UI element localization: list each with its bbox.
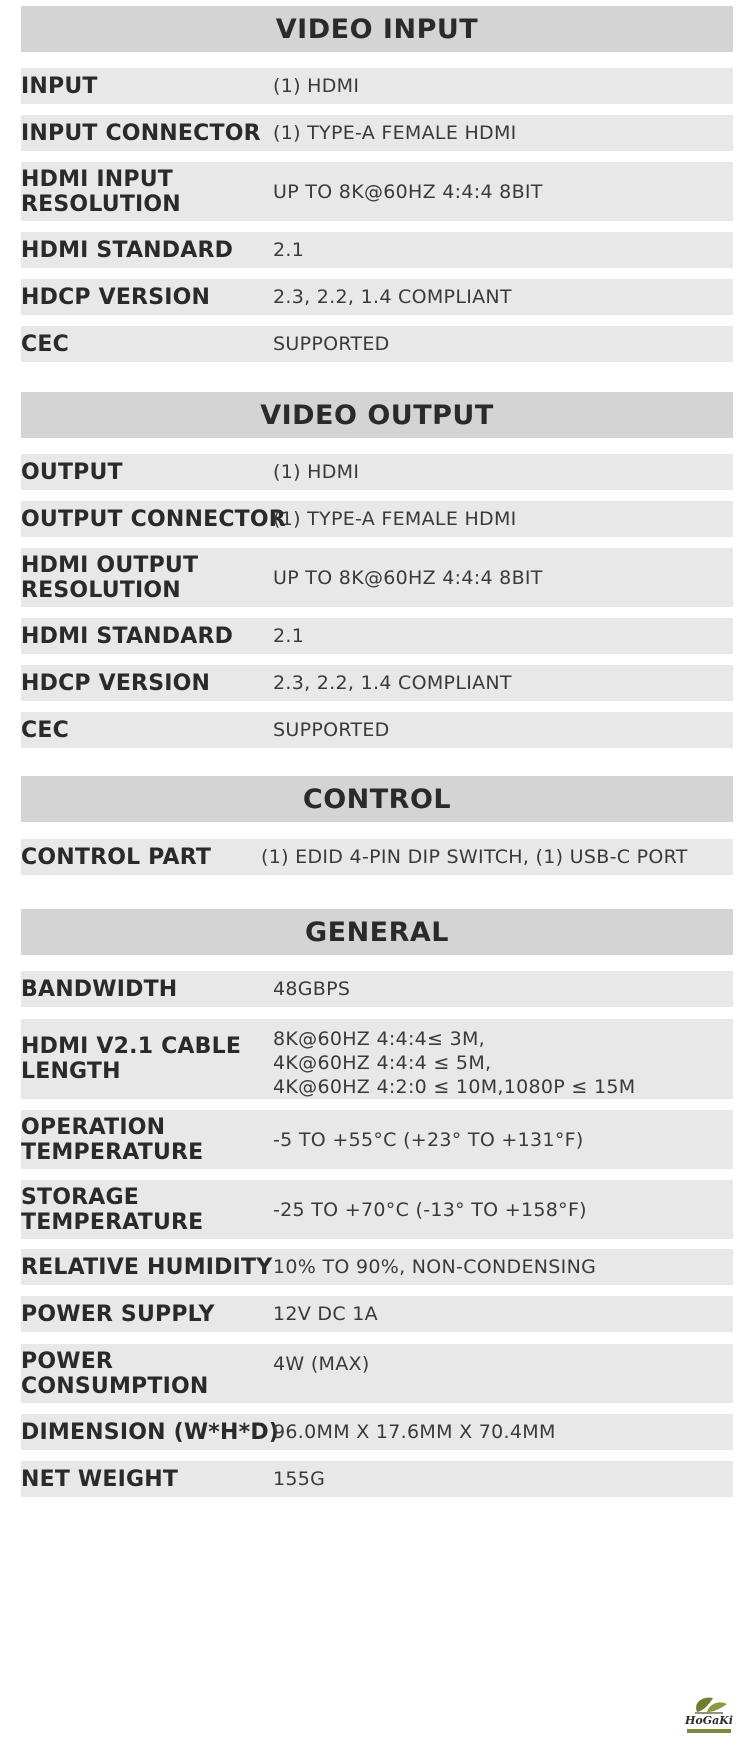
spec-value: 8K@60HZ 4:4:4≤ 3M, 4K@60HZ 4:4:4 ≤ 5M, 4K@60HZ 4:2:0 ≤ 10M,1080P ≤ 15M (273, 1028, 636, 1098)
spec-value: (1) EDID 4-PIN DIP SWITCH, (1) USB-C PORT (261, 846, 688, 868)
section-header: VIDEO OUTPUT (21, 392, 733, 438)
spec-label: INPUT (21, 73, 98, 99)
spec-label: STORAGE TEMPERATURE (21, 1184, 204, 1235)
spec-row (21, 454, 733, 490)
spec-row (21, 1249, 733, 1285)
spec-value: 2.1 (273, 625, 305, 647)
brand-logo (683, 1692, 735, 1736)
spec-value: (1) TYPE-A FEMALE HDMI (273, 508, 517, 530)
spec-row (21, 279, 733, 315)
spec-value: UP TO 8K@60HZ 4:4:4 8BIT (273, 566, 543, 589)
spec-label: CONTROL PART (21, 844, 212, 870)
spec-label: POWER SUPPLY (21, 1301, 215, 1327)
spec-label: BANDWIDTH (21, 976, 178, 1002)
section-header: CONTROL (21, 776, 733, 822)
spec-row (21, 501, 733, 537)
spec-label: OUTPUT CONNECTOR (21, 506, 286, 532)
spec-value: 155G (273, 1468, 326, 1490)
logo-underline (687, 1729, 731, 1733)
spec-value: SUPPORTED (273, 333, 390, 355)
spec-label: CEC (21, 331, 69, 357)
spec-value: SUPPORTED (273, 719, 390, 741)
spec-label: HDMI V2.1 CABLE LENGTH (21, 1034, 242, 1084)
leaf-logo-icon (683, 1692, 735, 1716)
spec-value: 2.3, 2.2, 1.4 COMPLIANT (273, 286, 512, 308)
spec-label: DIMENSION (W*H*D) (21, 1419, 280, 1445)
spec-label: OUTPUT (21, 459, 123, 485)
spec-label: HDCP VERSION (21, 284, 211, 310)
spec-value: 2.3, 2.2, 1.4 COMPLIANT (273, 672, 512, 694)
spec-label: RELATIVE HUMIDITY (21, 1254, 273, 1280)
spec-row (21, 162, 733, 221)
spec-value: 96.0MM X 17.6MM X 70.4MM (273, 1421, 556, 1443)
spec-row (21, 68, 733, 104)
spec-row (21, 1414, 733, 1450)
spec-value: -5 TO +55°C (+23° TO +131°F) (273, 1128, 584, 1151)
spec-value: (1) HDMI (273, 75, 360, 97)
spec-value: 2.1 (273, 239, 305, 261)
spec-row (21, 1296, 733, 1332)
spec-value: 10% TO 90%, NON-CONDENSING (273, 1256, 597, 1278)
spec-row (21, 1344, 733, 1403)
spec-row (21, 665, 733, 701)
spec-row (21, 971, 733, 1007)
logo-text: HoGaKi (685, 1714, 733, 1727)
spec-label: OPERATION TEMPERATURE (21, 1114, 204, 1165)
spec-label: HDMI STANDARD (21, 237, 234, 263)
spec-label: CEC (21, 717, 69, 743)
spec-value: UP TO 8K@60HZ 4:4:4 8BIT (273, 180, 543, 203)
spec-label: HDMI STANDARD (21, 623, 234, 649)
spec-row (21, 1019, 733, 1099)
spec-row (21, 1110, 733, 1169)
spec-row (21, 618, 733, 654)
spec-value: 48GBPS (273, 978, 351, 1000)
spec-value: -25 TO +70°C (-13° TO +158°F) (273, 1198, 587, 1221)
spec-value: 12V DC 1A (273, 1303, 378, 1325)
spec-label: HDCP VERSION (21, 670, 211, 696)
spec-row (21, 1461, 733, 1497)
spec-label: NET WEIGHT (21, 1466, 179, 1492)
spec-label: HDMI OUTPUT RESOLUTION (21, 552, 199, 603)
section-header: VIDEO INPUT (21, 6, 733, 52)
spec-label: POWER CONSUMPTION (21, 1348, 209, 1399)
spec-label: INPUT CONNECTOR (21, 120, 261, 146)
spec-row (21, 115, 733, 151)
spec-row (21, 1180, 733, 1239)
spec-value: (1) HDMI (273, 461, 360, 483)
spec-row (21, 232, 733, 268)
spec-value: 4W (MAX) (273, 1353, 370, 1375)
spec-row (21, 548, 733, 607)
spec-value: (1) TYPE-A FEMALE HDMI (273, 122, 517, 144)
spec-label: HDMI INPUT RESOLUTION (21, 166, 181, 217)
section-header: GENERAL (21, 909, 733, 955)
spec-row (21, 326, 733, 362)
spec-row (21, 712, 733, 748)
spec-row (21, 839, 733, 875)
